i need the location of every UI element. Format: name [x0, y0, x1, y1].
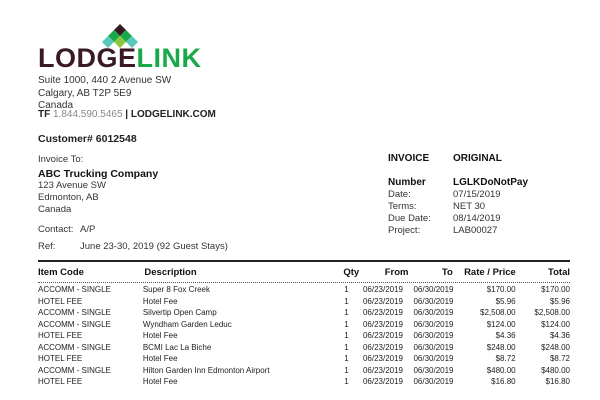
cell-description: Super 8 Fox Creek: [142, 285, 210, 295]
header-to: To: [441, 266, 453, 278]
contact-value: A/P: [80, 224, 96, 235]
cell-total: $2,508.00: [534, 308, 570, 318]
cell-description: BCMI Lac La Biche: [142, 342, 212, 352]
contact-row: [38, 224, 95, 235]
terms-label: Terms:: [388, 201, 417, 212]
header-from: From: [384, 266, 409, 278]
bill-to-line2: Edmonton, AB: [38, 192, 99, 203]
cell-rate: $248.00: [486, 342, 516, 352]
separator: |: [125, 109, 129, 120]
cell-from-date: 06/23/2019: [362, 308, 404, 318]
cell-item-code: HOTEL FEE: [38, 296, 83, 306]
cell-rate: $16.80: [491, 377, 516, 387]
ref-value: June 23-30, 2019 (92 Guest Stays): [80, 241, 228, 252]
cell-from-date: 06/23/2019: [362, 365, 404, 375]
cell-rate: $124.00: [486, 319, 516, 329]
header-rate: Rate / Price: [464, 266, 516, 278]
cell-rate: $170.00: [486, 285, 516, 295]
cell-qty: 1: [344, 308, 349, 318]
table-row: [38, 365, 570, 377]
cell-item-code: HOTEL FEE: [38, 377, 83, 387]
tf-label: TF: [38, 109, 51, 120]
project-code: LAB00027: [453, 225, 498, 236]
cell-rate: $2,508.00: [480, 308, 516, 318]
header-qty: Qty: [343, 266, 360, 278]
cell-to-date: 06/30/2019: [413, 319, 454, 329]
bill-to-company: ABC Trucking Company: [38, 168, 159, 180]
cell-item-code: ACCOMM - SINGLE: [38, 285, 111, 295]
website-link[interactable]: LODGELINK.COM: [130, 109, 216, 120]
cell-total: $16.80: [545, 377, 570, 387]
cell-from-date: 06/23/2019: [362, 342, 404, 352]
table-header: [38, 262, 570, 283]
cell-description: Hotel Fee: [142, 296, 178, 306]
invoice-to-block: [38, 154, 158, 216]
ref-label: Ref:: [38, 241, 56, 252]
bill-to-line3: Canada: [38, 204, 72, 215]
cell-to-date: 06/30/2019: [413, 377, 454, 387]
invoice-terms: NET 30: [453, 201, 486, 212]
cell-qty: 1: [344, 377, 349, 387]
cell-total: $8.72: [549, 354, 570, 364]
cell-description: Wyndham Garden Leduc: [142, 319, 232, 329]
table-row: [38, 296, 570, 308]
cell-from-date: 06/23/2019: [362, 296, 404, 306]
cell-qty: 1: [344, 365, 349, 375]
cell-to-date: 06/30/2019: [413, 296, 454, 306]
address-line3: Canada: [38, 100, 74, 111]
address-line1: Suite 1000, 440 2 Avenue SW: [38, 75, 172, 86]
cell-total: $480.00: [541, 365, 570, 375]
cell-rate: $480.00: [486, 365, 516, 375]
customer-number: [38, 133, 137, 145]
cell-from-date: 06/23/2019: [362, 377, 404, 387]
invoice-title: INVOICE: [388, 153, 430, 164]
cell-description: Hotel Fee: [142, 331, 178, 341]
brand-link: LINK: [136, 43, 202, 73]
cell-item-code: ACCOMM - SINGLE: [38, 342, 111, 352]
cell-total: $5.96: [549, 296, 570, 306]
table-row: [38, 376, 570, 388]
header-description: Description: [144, 266, 197, 278]
brand-wordmark: [38, 44, 202, 72]
cell-from-date: 06/23/2019: [362, 331, 404, 341]
customer-value: 6012548: [95, 133, 137, 145]
header-item-code: Item Code: [38, 266, 84, 278]
cell-total: $124.00: [541, 319, 570, 329]
invoice-status: ORIGINAL: [453, 153, 502, 164]
cell-to-date: 06/30/2019: [413, 354, 454, 364]
cell-rate: $8.72: [495, 354, 516, 364]
contact-line: [38, 109, 216, 120]
table-row: [38, 319, 570, 331]
cell-item-code: ACCOMM - SINGLE: [38, 319, 111, 329]
cell-total: $4.36: [549, 331, 570, 341]
cell-item-code: HOTEL FEE: [38, 354, 83, 364]
bill-to-line1: 123 Avenue SW: [38, 180, 106, 191]
cell-description: Hilton Garden Inn Edmonton Airport: [142, 365, 270, 375]
project-label: Project:: [388, 225, 421, 236]
table-row: [38, 284, 570, 296]
invoice-to-label: Invoice To:: [38, 154, 84, 165]
invoice-info: [388, 153, 528, 237]
invoice-number: LGLKDoNotPay: [453, 177, 528, 188]
table-row: [38, 342, 570, 354]
cell-qty: 1: [344, 296, 349, 306]
table-body: [38, 283, 570, 388]
customer-label: Customer#: [38, 133, 93, 145]
address-line2: Calgary, AB T2P 5E9: [38, 87, 132, 99]
cell-qty: 1: [344, 342, 349, 352]
cell-qty: 1: [344, 354, 349, 364]
cell-item-code: ACCOMM - SINGLE: [38, 308, 111, 318]
header-total: Total: [548, 266, 570, 278]
line-items-table: [38, 260, 570, 388]
number-label: Number: [388, 177, 426, 188]
ref-row: [38, 241, 228, 252]
date-label: Date:: [388, 189, 411, 200]
table-row: [38, 330, 570, 342]
cell-to-date: 06/30/2019: [413, 285, 454, 295]
cell-to-date: 06/30/2019: [413, 342, 454, 352]
cell-rate: $4.36: [495, 331, 516, 341]
cell-rate: $5.96: [495, 296, 516, 306]
cell-item-code: ACCOMM - SINGLE: [38, 365, 111, 375]
cell-from-date: 06/23/2019: [362, 319, 404, 329]
table-row: [38, 353, 570, 365]
cell-description: Hotel Fee: [142, 377, 178, 387]
cell-qty: 1: [344, 285, 349, 295]
contact-label: Contact:: [38, 224, 74, 235]
cell-to-date: 06/30/2019: [413, 331, 454, 341]
cell-to-date: 06/30/2019: [413, 365, 454, 375]
cell-qty: 1: [344, 319, 349, 329]
cell-total: $248.00: [541, 342, 570, 352]
cell-description: Hotel Fee: [142, 354, 178, 364]
cell-description: Silvertip Open Camp: [142, 308, 217, 318]
due-date-label: Due Date:: [388, 213, 431, 224]
cell-from-date: 06/23/2019: [362, 285, 404, 295]
invoice-date: 07/15/2019: [453, 189, 501, 200]
brand-lodge: LODGE: [38, 43, 137, 73]
table-row: [38, 307, 570, 319]
cell-total: $170.00: [541, 285, 570, 295]
company-address: [38, 75, 171, 113]
phone-number: 1.844.590.5465: [53, 109, 123, 120]
cell-qty: 1: [344, 331, 349, 341]
cell-item-code: HOTEL FEE: [38, 331, 83, 341]
due-date: 08/14/2019: [453, 213, 501, 224]
cell-to-date: 06/30/2019: [413, 308, 454, 318]
cell-from-date: 06/23/2019: [362, 354, 404, 364]
